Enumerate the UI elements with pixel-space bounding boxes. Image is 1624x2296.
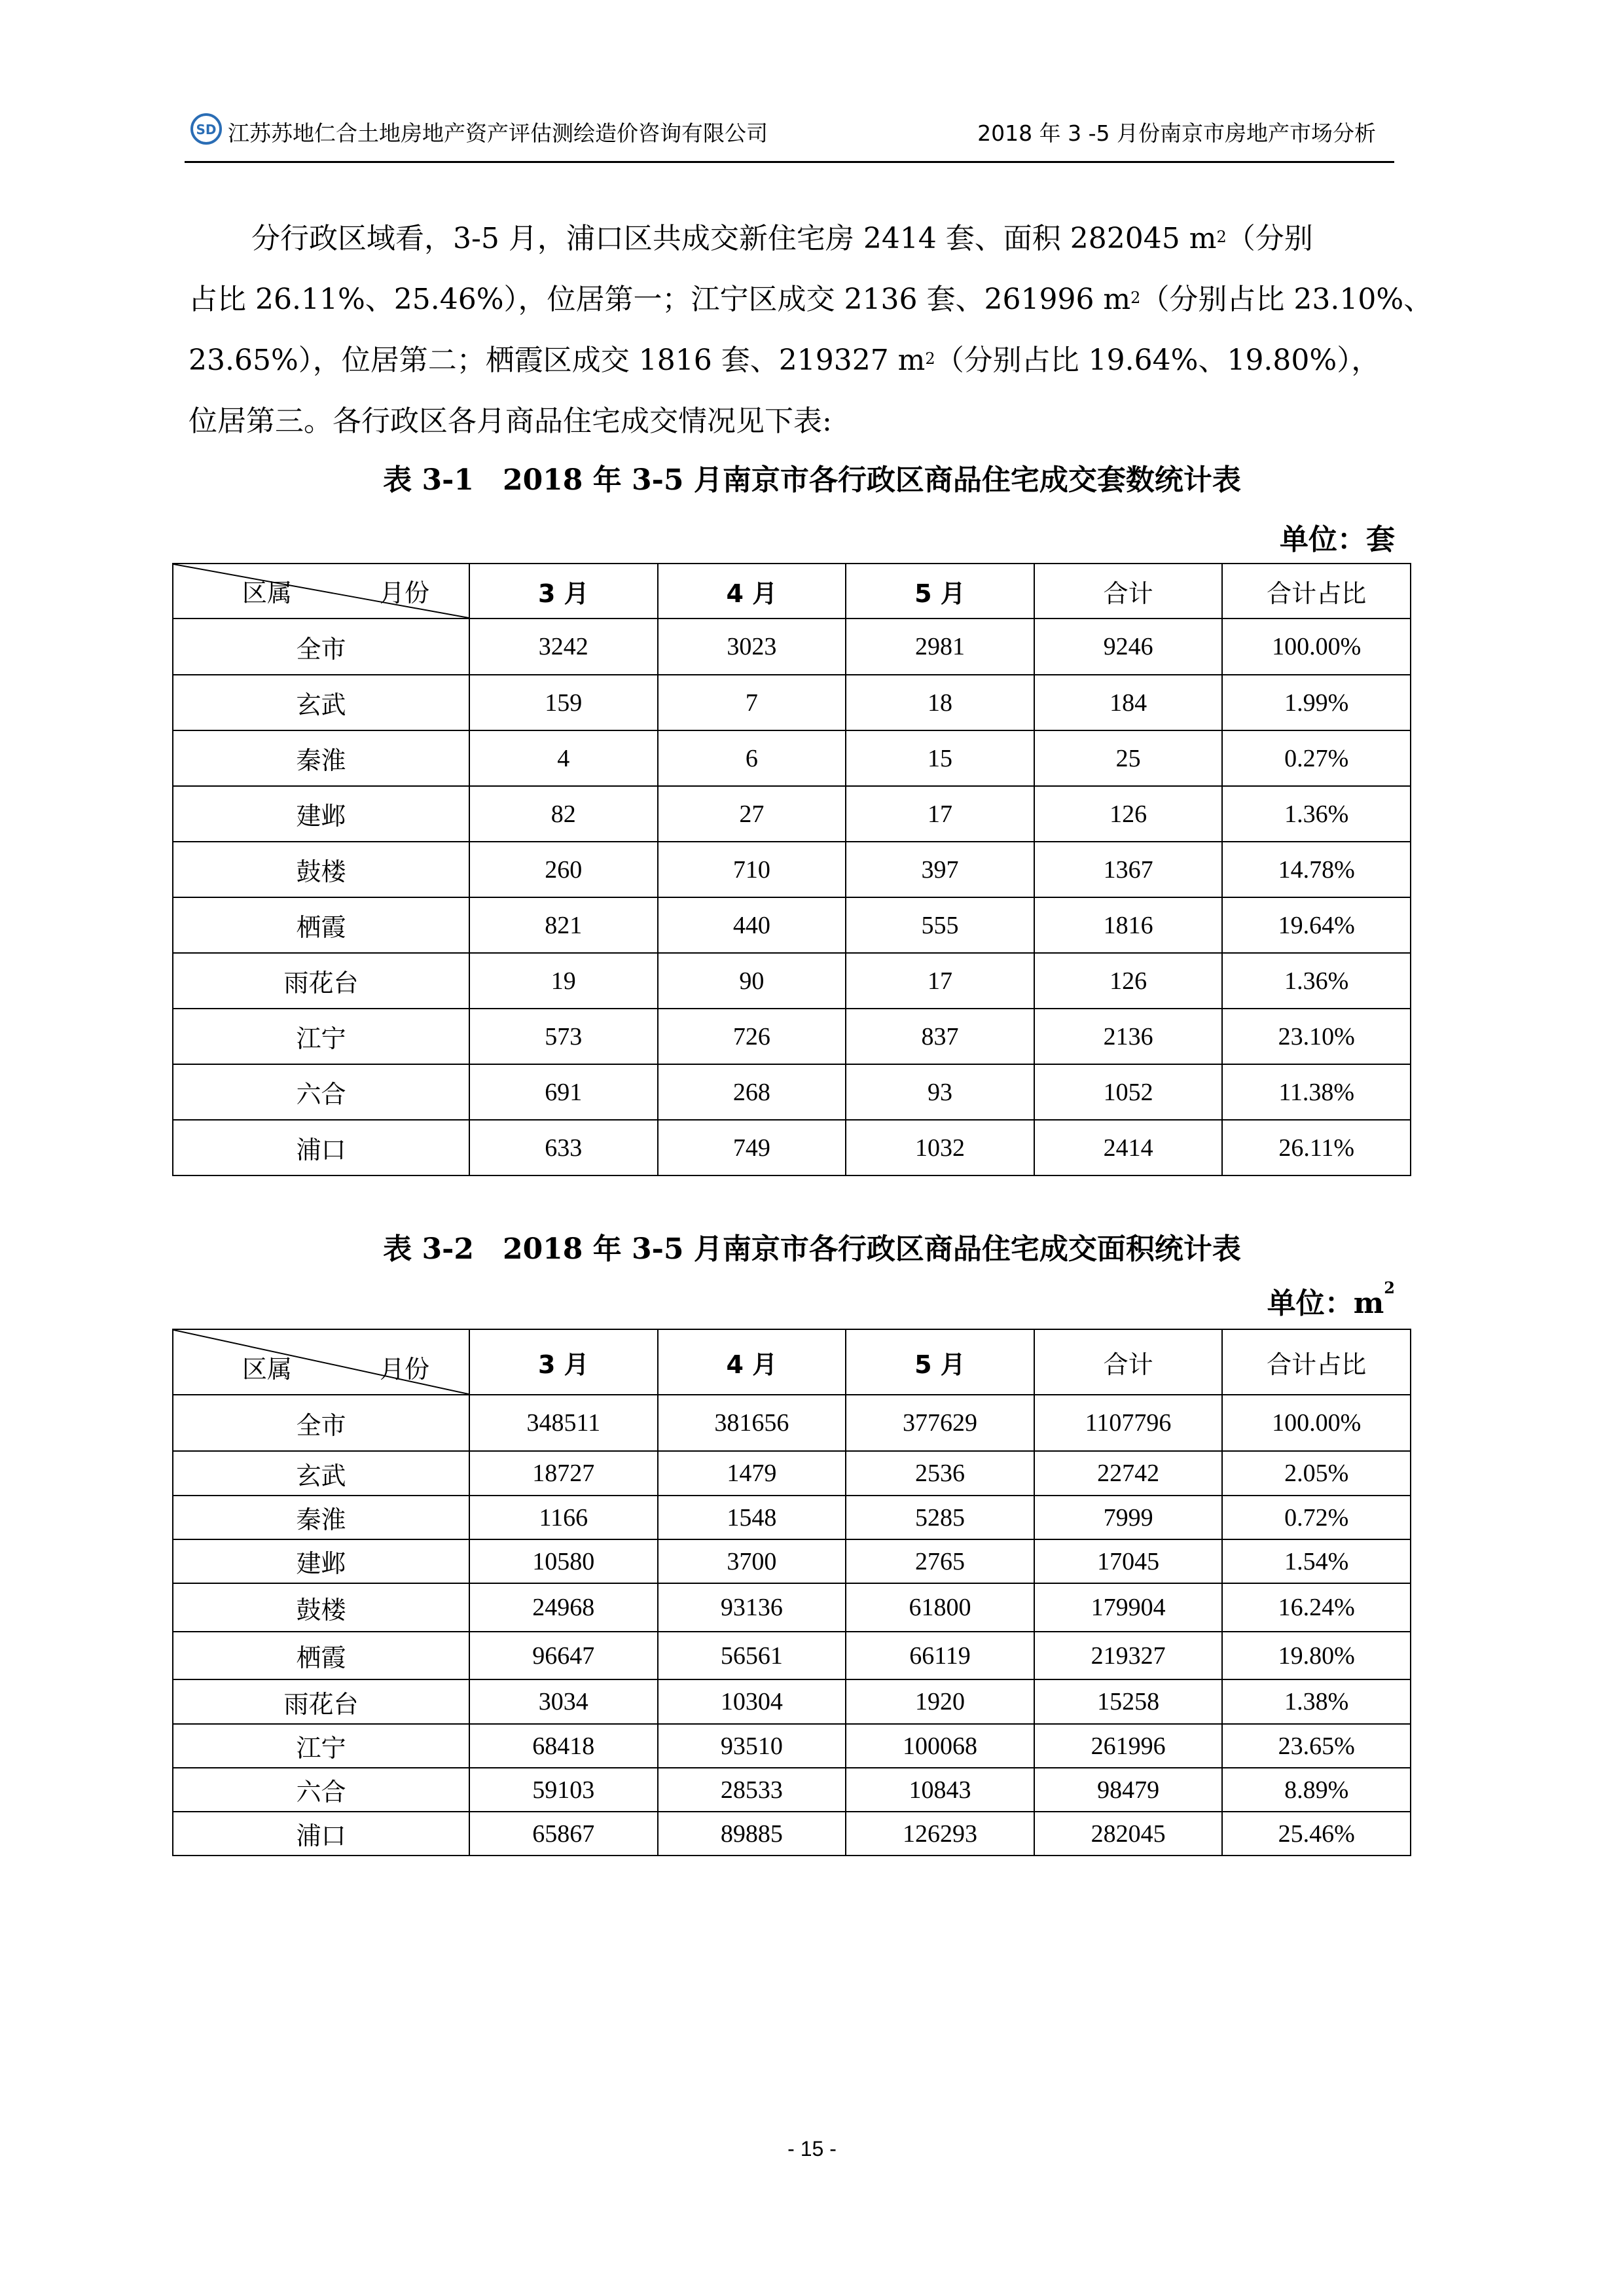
value-cell: 7999 [1034, 1496, 1223, 1539]
value-cell: 82 [469, 786, 658, 842]
value-cell: 3023 [658, 619, 846, 675]
value-cell: 2136 [1034, 1009, 1223, 1064]
value-cell: 17 [846, 786, 1034, 842]
district-cell: 秦淮 [173, 1496, 469, 1539]
district-cell: 雨花台 [173, 1679, 469, 1724]
table-row [173, 897, 1411, 953]
corner-header-cell: 区属 月份 [173, 1329, 469, 1395]
value-cell: 726 [658, 1009, 846, 1064]
value-cell: 126 [1034, 953, 1223, 1009]
district-cell: 建邺 [173, 1539, 469, 1583]
table-row [173, 1451, 1411, 1496]
value-cell: 7 [658, 675, 846, 730]
value-cell: 0.72% [1222, 1496, 1411, 1539]
value-cell: 1920 [846, 1679, 1034, 1724]
district-cell: 建邺 [173, 786, 469, 842]
value-cell: 100.00% [1222, 619, 1411, 675]
district-cell: 六合 [173, 1064, 469, 1120]
table-row [173, 1724, 1411, 1768]
value-cell: 555 [846, 897, 1034, 953]
district-cell: 雨花台 [173, 953, 469, 1009]
value-cell: 22742 [1034, 1451, 1223, 1496]
column-header: 3 月 [469, 564, 658, 619]
district-cell: 江宁 [173, 1009, 469, 1064]
value-cell: 15258 [1034, 1679, 1223, 1724]
value-cell: 126 [1034, 786, 1223, 842]
table-header-row [173, 1329, 1411, 1395]
district-cell: 全市 [173, 619, 469, 675]
value-cell: 65867 [469, 1812, 658, 1856]
value-cell: 184 [1034, 675, 1223, 730]
value-cell: 56561 [658, 1632, 846, 1679]
table2-caption: 表 3-2 2018 年 3-5 月南京市各行政区商品住宅成交面积统计表 [383, 1232, 1241, 1266]
value-cell: 282045 [1034, 1812, 1223, 1856]
value-cell: 377629 [846, 1395, 1034, 1451]
value-cell: 25.46% [1222, 1812, 1411, 1856]
page-number: - 15 - [787, 2137, 837, 2161]
value-cell: 348511 [469, 1395, 658, 1451]
value-cell: 837 [846, 1009, 1034, 1064]
column-header: 合计 [1034, 564, 1223, 619]
table-row [173, 1064, 1411, 1120]
value-cell: 9246 [1034, 619, 1223, 675]
value-cell: 26.11% [1222, 1120, 1411, 1175]
table-row [173, 1120, 1411, 1175]
paragraph-line: 位居第三。各行政区各月商品住宅成交情况见下表: [189, 404, 832, 438]
district-cell: 浦口 [173, 1812, 469, 1856]
value-cell: 8.89% [1222, 1768, 1411, 1812]
value-cell: 219327 [1034, 1632, 1223, 1679]
value-cell: 1032 [846, 1120, 1034, 1175]
table1-caption: 表 3-1 2018 年 3-5 月南京市各行政区商品住宅成交套数统计表 [383, 463, 1241, 497]
value-cell: 100.00% [1222, 1395, 1411, 1451]
table-row [173, 1583, 1411, 1632]
value-cell: 96647 [469, 1632, 658, 1679]
body-paragraph [189, 208, 1433, 452]
value-cell: 2765 [846, 1539, 1034, 1583]
column-header: 5 月 [846, 1329, 1034, 1395]
value-cell: 18727 [469, 1451, 658, 1496]
column-header: 合计占比 [1222, 1329, 1411, 1395]
company-logo-icon [190, 113, 223, 145]
value-cell: 28533 [658, 1768, 846, 1812]
value-cell: 15 [846, 730, 1034, 786]
column-header: 3 月 [469, 1329, 658, 1395]
value-cell: 14.78% [1222, 842, 1411, 897]
value-cell: 0.27% [1222, 730, 1411, 786]
value-cell: 10580 [469, 1539, 658, 1583]
value-cell: 18 [846, 675, 1034, 730]
column-header: 合计 [1034, 1329, 1223, 1395]
table-row [173, 730, 1411, 786]
value-cell: 89885 [658, 1812, 846, 1856]
district-cell: 玄武 [173, 1451, 469, 1496]
column-header: 合计占比 [1222, 564, 1411, 619]
value-cell: 1479 [658, 1451, 846, 1496]
district-cell: 六合 [173, 1768, 469, 1812]
value-cell: 261996 [1034, 1724, 1223, 1768]
value-cell: 25 [1034, 730, 1223, 786]
value-cell: 16.24% [1222, 1583, 1411, 1632]
table-row [173, 1768, 1411, 1812]
value-cell: 59103 [469, 1768, 658, 1812]
district-cell: 秦淮 [173, 730, 469, 786]
table-row [173, 1632, 1411, 1679]
value-cell: 1.36% [1222, 786, 1411, 842]
value-cell: 93 [846, 1064, 1034, 1120]
value-cell: 19.80% [1222, 1632, 1411, 1679]
value-cell: 440 [658, 897, 846, 953]
value-cell: 24968 [469, 1583, 658, 1632]
corner-header-cell: 区属 月份 [173, 564, 469, 619]
value-cell: 1.54% [1222, 1539, 1411, 1583]
value-cell: 93510 [658, 1724, 846, 1768]
value-cell: 2536 [846, 1451, 1034, 1496]
table2 [172, 1329, 1411, 1856]
table-header-row [173, 564, 1411, 619]
value-cell: 19 [469, 953, 658, 1009]
value-cell: 1816 [1034, 897, 1223, 953]
value-cell: 6 [658, 730, 846, 786]
district-cell: 玄武 [173, 675, 469, 730]
value-cell: 821 [469, 897, 658, 953]
column-header: 4 月 [658, 564, 846, 619]
table-row [173, 1009, 1411, 1064]
value-cell: 268 [658, 1064, 846, 1120]
value-cell: 10843 [846, 1768, 1034, 1812]
value-cell: 66119 [846, 1632, 1034, 1679]
value-cell: 1.38% [1222, 1679, 1411, 1724]
value-cell: 3034 [469, 1679, 658, 1724]
company-name: 江苏苏地仁合土地房地产资产评估测绘造价咨询有限公司 [228, 120, 768, 146]
value-cell: 1.99% [1222, 675, 1411, 730]
table-row [173, 675, 1411, 730]
value-cell: 126293 [846, 1812, 1034, 1856]
paragraph-line: 分行政区域看，3-5 月，浦口区共成交新住宅房 2414 套、面积 282045 $m^2$（分别 [251, 222, 1313, 255]
value-cell: 19.64% [1222, 897, 1411, 953]
value-cell: 10304 [658, 1679, 846, 1724]
district-cell: 栖霞 [173, 1632, 469, 1679]
value-cell: 1367 [1034, 842, 1223, 897]
value-cell: 749 [658, 1120, 846, 1175]
table1 [172, 563, 1411, 1176]
table-row [173, 842, 1411, 897]
value-cell: 68418 [469, 1724, 658, 1768]
value-cell: 90 [658, 953, 846, 1009]
report-title: 2018 年 3 -5 月份南京市房地产市场分析 [977, 120, 1376, 146]
table-row [173, 1496, 1411, 1539]
value-cell: 573 [469, 1009, 658, 1064]
value-cell: 2981 [846, 619, 1034, 675]
value-cell: 4 [469, 730, 658, 786]
column-header: 4 月 [658, 1329, 846, 1395]
district-cell: 鼓楼 [173, 842, 469, 897]
value-cell: 1166 [469, 1496, 658, 1539]
column-header: 5 月 [846, 564, 1034, 619]
value-cell: 397 [846, 842, 1034, 897]
district-cell: 全市 [173, 1395, 469, 1451]
value-cell: 17 [846, 953, 1034, 1009]
page-header [185, 105, 1394, 163]
district-cell: 鼓楼 [173, 1583, 469, 1632]
value-cell: 93136 [658, 1583, 846, 1632]
value-cell: 3242 [469, 619, 658, 675]
value-cell: 23.65% [1222, 1724, 1411, 1768]
value-cell: 381656 [658, 1395, 846, 1451]
value-cell: 710 [658, 842, 846, 897]
table-row [173, 619, 1411, 675]
svg-text:SD: SD [196, 122, 217, 137]
district-cell: 江宁 [173, 1724, 469, 1768]
value-cell: 5285 [846, 1496, 1034, 1539]
table-row [173, 1812, 1411, 1856]
value-cell: 1107796 [1034, 1395, 1223, 1451]
paragraph-line: 占比 26.11%、25.46%），位居第一；江宁区成交 2136 套、261996 $m^2$（分别占比 23.10%、 [189, 283, 1433, 316]
value-cell: 1.36% [1222, 953, 1411, 1009]
value-cell: 2.05% [1222, 1451, 1411, 1496]
value-cell: 1548 [658, 1496, 846, 1539]
table-row [173, 786, 1411, 842]
value-cell: 3700 [658, 1539, 846, 1583]
value-cell: 98479 [1034, 1768, 1223, 1812]
value-cell: 2414 [1034, 1120, 1223, 1175]
value-cell: 260 [469, 842, 658, 897]
value-cell: 633 [469, 1120, 658, 1175]
table-row [173, 1395, 1411, 1451]
table2-unit: 单位：$m^2$ [1267, 1278, 1395, 1320]
paragraph-line: 23.65%），位居第二；栖霞区成交 1816 套、219327 $m^2$（分别占比 19.64%、19.80%）， [189, 344, 1380, 377]
value-cell: 1052 [1034, 1064, 1223, 1120]
table-row [173, 953, 1411, 1009]
value-cell: 179904 [1034, 1583, 1223, 1632]
value-cell: 61800 [846, 1583, 1034, 1632]
value-cell: 27 [658, 786, 846, 842]
value-cell: 23.10% [1222, 1009, 1411, 1064]
value-cell: 17045 [1034, 1539, 1223, 1583]
district-cell: 浦口 [173, 1120, 469, 1175]
value-cell: 100068 [846, 1724, 1034, 1768]
value-cell: 11.38% [1222, 1064, 1411, 1120]
district-cell: 栖霞 [173, 897, 469, 953]
value-cell: 159 [469, 675, 658, 730]
table-row [173, 1539, 1411, 1583]
value-cell: 691 [469, 1064, 658, 1120]
table1-unit: 单位：套 [1280, 523, 1395, 556]
table-row [173, 1679, 1411, 1724]
